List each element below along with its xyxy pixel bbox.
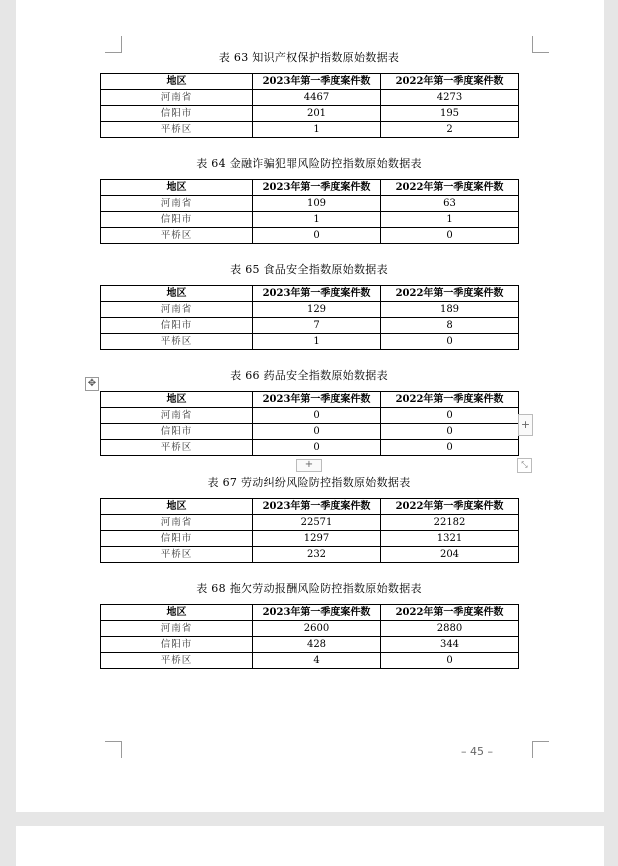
value-cell: 1297 (253, 531, 381, 547)
value-cell: 2 (381, 122, 519, 138)
value-cell: 344 (381, 637, 519, 653)
header-cell-col2023: 2023年第一季度案件数 (253, 74, 381, 90)
add-row-button[interactable]: + (296, 459, 322, 472)
value-cell: 232 (253, 547, 381, 563)
table-row (101, 196, 519, 212)
header-cell-region: 地区 (101, 286, 253, 302)
table-row (101, 547, 519, 563)
resize-icon[interactable]: ⤡ (517, 458, 532, 473)
table-row (101, 408, 519, 424)
region-cell: 平桥区 (101, 440, 253, 456)
data-table (100, 285, 519, 350)
data-table (100, 73, 519, 138)
table-header-row (101, 392, 519, 408)
table-row (101, 621, 519, 637)
header-cell-col2023: 2023年第一季度案件数 (253, 286, 381, 302)
header-cell-col2022: 2022年第一季度案件数 (381, 605, 519, 621)
value-cell: 0 (381, 228, 519, 244)
region-cell: 河南省 (101, 515, 253, 531)
header-cell-col2022: 2022年第一季度案件数 (381, 180, 519, 196)
table-row (101, 122, 519, 138)
table-header-row (101, 74, 519, 90)
table-row (101, 531, 519, 547)
value-cell: 109 (253, 196, 381, 212)
region-cell: 河南省 (101, 90, 253, 106)
table-row (101, 302, 519, 318)
table-row (101, 440, 519, 456)
header-cell-region: 地区 (101, 499, 253, 515)
value-cell: 1321 (381, 531, 519, 547)
header-cell-region: 地区 (101, 392, 253, 408)
region-cell: 信阳市 (101, 531, 253, 547)
data-table (100, 498, 519, 563)
margin-corner-bottom-right (532, 741, 549, 758)
region-cell: 河南省 (101, 196, 253, 212)
region-cell: 河南省 (101, 408, 253, 424)
header-cell-col2022: 2022年第一季度案件数 (381, 286, 519, 302)
table-header-row (101, 605, 519, 621)
table-row (101, 334, 519, 350)
page-number: – 45 – (461, 745, 493, 758)
region-cell: 平桥区 (101, 228, 253, 244)
data-table (100, 179, 519, 244)
header-cell-col2022: 2022年第一季度案件数 (381, 499, 519, 515)
table-block (100, 473, 518, 563)
table-block[interactable] (100, 366, 518, 456)
table-caption: 表 63 知识产权保护指数原始数据表 (218, 51, 400, 64)
table-caption: 表 67 劳动纠纷风险防控指数原始数据表 (207, 476, 411, 489)
value-cell: 0 (253, 408, 381, 424)
table-row (101, 106, 519, 122)
value-cell: 4 (253, 653, 381, 669)
table-block (100, 260, 518, 350)
header-cell-col2023: 2023年第一季度案件数 (253, 605, 381, 621)
value-cell: 7 (253, 318, 381, 334)
value-cell: 129 (253, 302, 381, 318)
region-cell: 河南省 (101, 302, 253, 318)
value-cell: 1 (253, 122, 381, 138)
header-cell-col2022: 2022年第一季度案件数 (381, 392, 519, 408)
value-cell: 0 (381, 408, 519, 424)
value-cell: 0 (381, 424, 519, 440)
value-cell: 0 (381, 334, 519, 350)
region-cell: 信阳市 (101, 318, 253, 334)
value-cell: 0 (253, 424, 381, 440)
region-cell: 河南省 (101, 621, 253, 637)
margin-corner-top-right (532, 36, 549, 53)
table-block (100, 579, 518, 669)
value-cell: 189 (381, 302, 519, 318)
value-cell: 0 (253, 228, 381, 244)
table-caption: 表 65 食品安全指数原始数据表 (230, 263, 388, 276)
value-cell: 195 (381, 106, 519, 122)
table-row (101, 90, 519, 106)
value-cell: 0 (253, 440, 381, 456)
value-cell: 1 (253, 334, 381, 350)
region-cell: 信阳市 (101, 212, 253, 228)
value-cell: 2880 (381, 621, 519, 637)
value-cell: 4467 (253, 90, 381, 106)
header-cell-col2023: 2023年第一季度案件数 (253, 499, 381, 515)
region-cell: 信阳市 (101, 424, 253, 440)
value-cell: 0 (381, 653, 519, 669)
header-cell-region: 地区 (101, 180, 253, 196)
table-block (100, 154, 518, 244)
region-cell: 平桥区 (101, 334, 253, 350)
table-caption: 表 68 拖欠劳动报酬风险防控指数原始数据表 (196, 582, 422, 595)
value-cell: 1 (253, 212, 381, 228)
value-cell: 22182 (381, 515, 519, 531)
region-cell: 平桥区 (101, 653, 253, 669)
table-row (101, 212, 519, 228)
header-cell-region: 地区 (101, 605, 253, 621)
move-icon[interactable]: ✥ (85, 377, 99, 391)
value-cell: 1 (381, 212, 519, 228)
value-cell: 22571 (253, 515, 381, 531)
value-cell: 0 (381, 440, 519, 456)
table-row (101, 637, 519, 653)
table-row (101, 515, 519, 531)
header-cell-col2022: 2022年第一季度案件数 (381, 74, 519, 90)
region-cell: 平桥区 (101, 547, 253, 563)
table-caption: 表 64 金融诈骗犯罪风险防控指数原始数据表 (196, 157, 422, 170)
value-cell: 428 (253, 637, 381, 653)
header-cell-col2023: 2023年第一季度案件数 (253, 392, 381, 408)
value-cell: 201 (253, 106, 381, 122)
region-cell: 平桥区 (101, 122, 253, 138)
header-cell-col2023: 2023年第一季度案件数 (253, 180, 381, 196)
table-row (101, 653, 519, 669)
table-row (101, 318, 519, 334)
add-column-button[interactable]: + (518, 414, 533, 436)
next-page (16, 826, 604, 866)
table-header-row (101, 499, 519, 515)
table-header-row (101, 286, 519, 302)
table-row (101, 424, 519, 440)
table-caption: 表 66 药品安全指数原始数据表 (230, 369, 388, 382)
data-table (100, 391, 519, 456)
region-cell: 信阳市 (101, 637, 253, 653)
value-cell: 8 (381, 318, 519, 334)
table-header-row (101, 180, 519, 196)
region-cell: 信阳市 (101, 106, 253, 122)
table-row (101, 228, 519, 244)
value-cell: 2600 (253, 621, 381, 637)
table-block (100, 48, 518, 138)
margin-corner-bottom-left (105, 741, 122, 758)
header-cell-region: 地区 (101, 74, 253, 90)
value-cell: 4273 (381, 90, 519, 106)
value-cell: 204 (381, 547, 519, 563)
value-cell: 63 (381, 196, 519, 212)
data-table (100, 604, 519, 669)
